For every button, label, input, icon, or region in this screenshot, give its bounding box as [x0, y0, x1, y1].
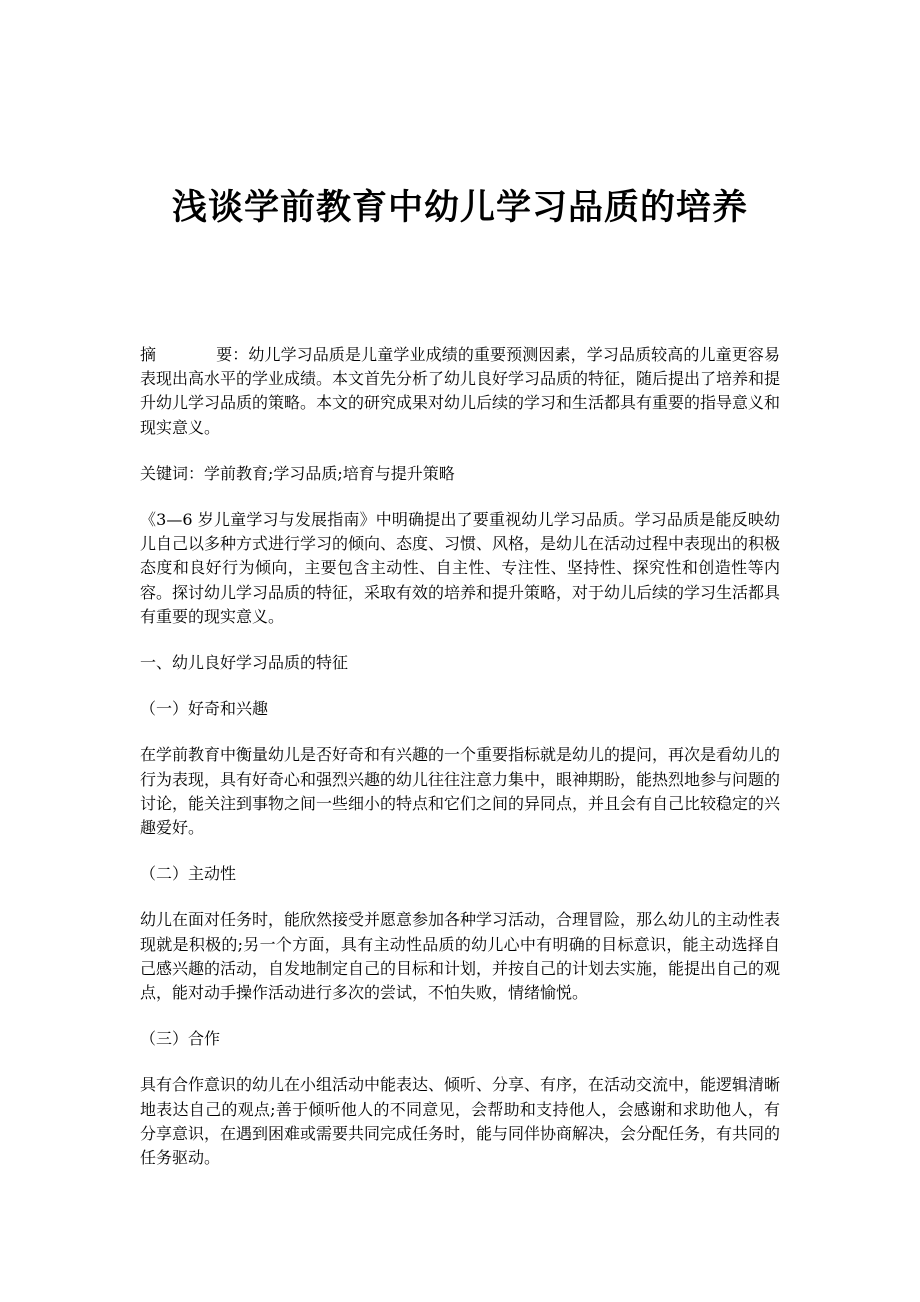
abstract-label-char-2: 要：	[216, 345, 249, 364]
initiative-paragraph: 幼儿在面对任务时，能欣然接受并愿意参加各种学习活动，合理冒险，那么幼儿的主动性表现就是积极的;另一个方面，具有主动性品质的幼儿心中有明确的目标意识，能主动选择自己感兴趣的活动，自发地制定自己的目标和计划，并按自己的计划去实施，能提出自己的观点，能对动手操作活动进行多次的尝试，不怕失败，情绪愉悦。	[140, 910, 781, 1003]
cooperation-paragraph: 具有合作意识的幼儿在小组活动中能表达、倾听、分享、有序，在活动交流中，能逻辑清晰地表达自己的观点;善于倾听他人的不同意见，会帮助和支持他人，会感谢和求助他人，有分享意识，在遇到困难或需要共同完成任务时，能与同伴协商解决，会分配任务，有共同的任务驱动。	[140, 1075, 781, 1168]
document-body	[140, 343, 780, 1192]
abstract-label	[140, 343, 216, 367]
subsection-heading-cooperation: （三）合作	[140, 1029, 221, 1049]
abstract-text: 幼儿学习品质是儿童学业成绩的重要预测因素，学习品质较高的儿童更容易表现出高水平的学业成绩。本文首先分析了幼儿良好学习品质的特征，随后提出了培养和提升幼儿学习品质的策略。本文的研究成果对幼儿后续的学习和生活都具有重要的指导意义和现实意义。	[140, 345, 781, 437]
keywords-line: 关键词：学前教育;学习品质;培育与提升策略	[140, 463, 455, 483]
abstract-paragraph	[140, 343, 780, 440]
page-title: 浅谈学前教育中幼儿学习品质的培养	[171, 187, 748, 228]
intro-paragraph: 《3—6 岁儿童学习与发展指南》中明确提出了要重视幼儿学习品质。学习品质是能反映幼儿自己以多种方式进行学习的倾向、态度、习惯、风格，是幼儿在活动过程中表现出的积极态度和良好行为倾向，主要包含主动性、自主性、专注性、坚持性、探究性和创造性等内容。探讨幼儿学习品质的特征，采取有效的培养和提升策略，对于幼儿后续的学习生活都具有重要的现实意义。	[140, 510, 781, 626]
section-heading-1: 一、幼儿良好学习品质的特征	[140, 653, 349, 673]
subsection-heading-curiosity: （一）好奇和兴趣	[140, 699, 269, 719]
curiosity-paragraph: 在学前教育中衡量幼儿是否好奇和有兴趣的一个重要指标就是幼儿的提问，再次是看幼儿的行为表现，具有好奇心和强烈兴趣的幼儿往往注意力集中，眼神期盼，能热烈地参与问题的讨论，能关注到事物之间一些细小的特点和它们之间的异同点，并且会有自己比较稳定的兴趣爱好。	[140, 745, 781, 838]
subsection-heading-initiative: （二）主动性	[140, 864, 237, 884]
abstract-label-char-1: 摘	[140, 345, 157, 364]
